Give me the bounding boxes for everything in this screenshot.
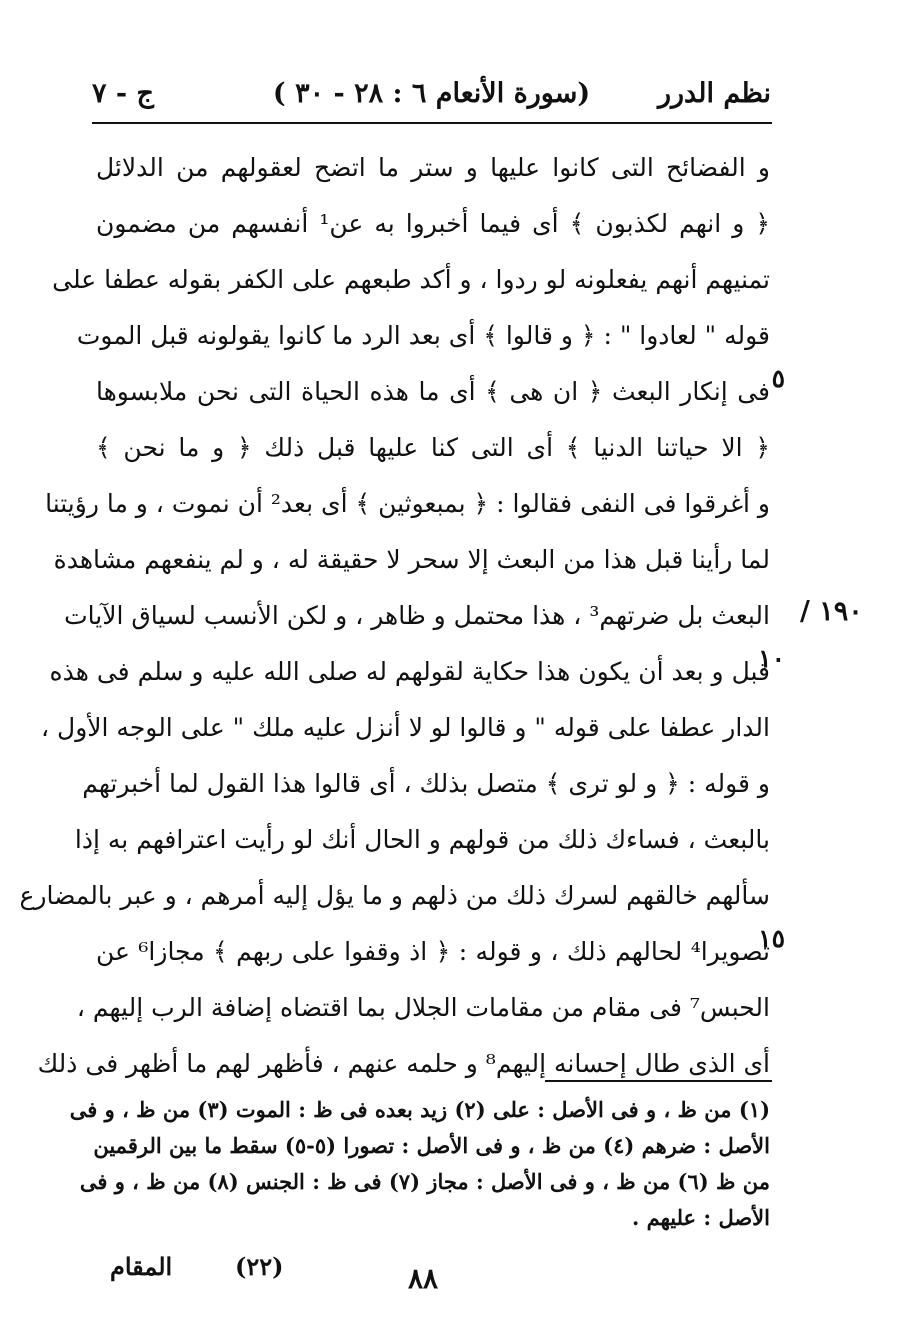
text-line: لما رأينا قبل هذا من البعث إلا سحر لا حقيقة له ، و لم ينفعهم مشاهدة <box>53 545 770 574</box>
text-line: بالبعث ، فساءك ذلك من قولهم و الحال أنك لو رأيت اعترافهم به إذا <box>74 825 770 854</box>
header-divider <box>92 122 772 124</box>
surah-reference: (سورة الأنعام ٦ : ٢٨ - ٣٠ ) <box>272 78 591 109</box>
text-line: قبل و بعد أن يكون هذا حكاية لقولهم له صلى الله عليه و سلم فى هذه <box>49 657 770 686</box>
running-header <box>92 78 771 118</box>
volume-number: ج - ٧ <box>92 78 154 109</box>
manuscript-folio-marker: ١٩٠ / <box>800 596 863 627</box>
text-line: و أغرقوا فى النفى فقالوا : ﴿ بمبعوثين ﴾ أى بعد² أن نموت ، و ما رؤيتنا <box>45 489 770 518</box>
text-line: قوله " لعادوا " : ﴿ و قالوا ﴾ أى بعد الرد ما كانوا يقولونه قبل الموت <box>76 321 770 350</box>
text-line: فى إنكار البعث ﴿ ان هى ﴾ أى ما هذه الحياة التى نحن ملابسوها <box>96 377 770 406</box>
book-title: نظم الدرر <box>657 78 771 109</box>
signature-mark: (٢٢) <box>235 1252 284 1281</box>
text-line: تصويرا⁴ لحالهم ذلك ، و قوله : ﴿ اذ وقفوا على ربهم ﴾ مجازا⁶ عن <box>96 937 770 966</box>
footnotes <box>69 1092 770 1236</box>
text-line: أى الذى طال إحسانه إليهم⁸ و حلمه عنهم ، فأظهر لهم ما أظهر فى ذلك <box>37 1049 770 1078</box>
footnote-line: الأصل : ضرهم (٤) من ظ ، و فى الأصل : تصورا (٥-٥) سقط ما بين الرقمين <box>93 1133 770 1158</box>
line-number: ١٠ <box>758 644 785 673</box>
text-line: سألهم خالقهم لسرك ذلك من ذلهم و ما يؤل إليه أمرهم ، و عبر بالمضارع <box>19 881 770 910</box>
text-line: و الفضائح التى كانوا عليها و ستر ما اتضح لعقولهم من الدلائل <box>96 153 770 182</box>
line-number: ٥ <box>771 364 785 393</box>
main-text <box>19 140 770 1092</box>
page-number: ٨٨ <box>408 1262 439 1295</box>
text-line: و قوله : ﴿ و لو ترى ﴾ متصل بذلك ، أى قالوا هذا القول لما أخبرتهم <box>82 769 770 798</box>
text-line: الدار عطفا على قوله " و قالوا لو لا أنزل عليه ملك " على الوجه الأول ، <box>41 713 770 742</box>
text-line: البعث بل ضرتهم³ ، هذا محتمل و ظاهر ، و لكن الأنسب لسياق الآيات <box>64 601 770 630</box>
footnote-divider <box>545 1080 772 1082</box>
footnote-line: الأصل : عليهم . <box>631 1205 770 1230</box>
text-line: الحبس⁷ فى مقام من مقامات الجلال بما اقتضاه إضافة الرب إليهم ، <box>76 993 770 1022</box>
footnote-line: من ظ (٦) من ظ ، و فى الأصل : مجاز (٧) فى ظ : الجنس (٨) من ظ ، و فى <box>79 1169 770 1194</box>
text-line: تمنيهم أنهم يفعلونه لو ردوا ، و أكد طبعهم على الكفر بقوله عطفا على <box>52 265 770 294</box>
text-line: ﴿ الا حياتنا الدنيا ﴾ أى التى كنا عليها قبل ذلك ﴿ و ما نحن ﴾ <box>96 433 770 462</box>
line-number: ١٥ <box>758 924 785 953</box>
text-line: ﴿ و انهم لكذبون ﴾ أى فيما أخبروا به عن¹ أنفسهم من مضمون <box>96 209 770 238</box>
catchword: المقام <box>110 1252 173 1281</box>
footnote-line: (١) من ظ ، و فى الأصل : على (٢) زيد بعده فى ظ : الموت (٣) من ظ ، و فى <box>69 1097 770 1122</box>
